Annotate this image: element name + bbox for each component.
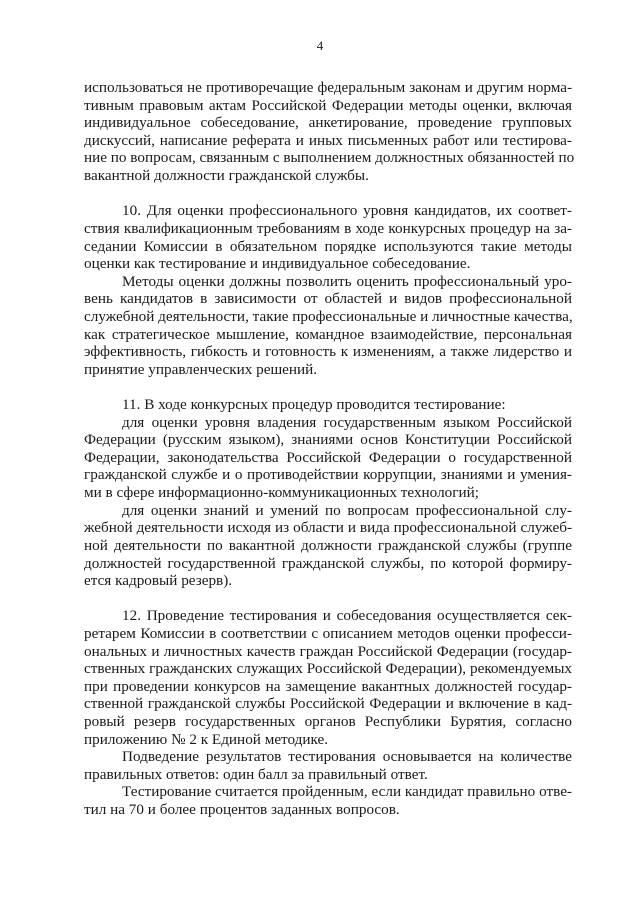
text-line: Федерации (русским языком), знаниями основ Конституции Российской: [84, 431, 572, 449]
text-line: тил на 70 и более процентов заданных вопросов.: [84, 801, 400, 818]
text-line: использоваться не противоречащие федеральным законам и другим норма-: [84, 79, 572, 96]
text-line: 11. В ходе конкурсных процедур проводится тестирование:: [122, 396, 506, 413]
text-line: ной деятельности по вакантной должности гражданской службы (группе: [84, 536, 572, 554]
text-line: ровый резерв государственных органов Республики Бурятия, согласно: [84, 713, 572, 730]
text-line: Федерации, законодательства Российской Федерации о государственной: [84, 448, 572, 466]
text-line: ствия квалификационным требованиям в ходе конкурсных процедур на за-: [84, 219, 572, 237]
text-line: индивидуальное собеседование, анкетирование, проведение групповых: [84, 114, 572, 132]
text-line: правильных ответов: один балл за правильный ответ.: [84, 765, 428, 783]
text-line: Тестирование считается пройденным, если кандидат правильно отве-: [122, 783, 572, 801]
text-line: тивным правовым актам Российской Федерации методы оценки, включая: [84, 96, 572, 114]
text-line: вакантной должности гражданской службы.: [84, 167, 369, 184]
text-line: ние по вопросам, связанным с выполнением должностных обязанностей по: [84, 149, 575, 167]
text-line: гражданской службе и о противодействии коррупции, знаниями и умения-: [84, 466, 572, 484]
text-line: ми в сфере информационно-коммуникационных технологий;: [84, 484, 479, 501]
text-line: ональных и личностных качеств граждан Российской Федерации (государ-: [84, 642, 572, 660]
text-line: ется кадровый резерв).: [84, 572, 233, 590]
text-line: дискуссий, написание реферата и иных письменных работ или тестирова-: [84, 131, 572, 149]
text-line: как стратегическое мышление, командное взаимодействие, персональная: [84, 325, 572, 343]
text-line: эффективность, гибкость и готовность к изменениям, а также лидерство и: [84, 343, 572, 361]
text-line: жебной деятельности исходя из области и вида профессиональной служеб-: [84, 519, 572, 537]
text-line: принятие управленческих решений.: [84, 360, 318, 378]
text-line: 10. Для оценки профессионального уровня кандидатов, их соответ-: [122, 202, 572, 220]
text-line: для оценки уровня владения государственным языком Российской: [122, 413, 572, 431]
text-line: 12. Проведение тестирования и собеседования осуществляется сек-: [122, 607, 572, 625]
text-line: седании Комиссии в обязательном порядке используются такие методы: [84, 237, 572, 255]
text-line: при проведении конкурсов на замещение вакантных должностей государ-: [84, 677, 572, 695]
page-number: 4: [316, 38, 324, 53]
text-line: служебной деятельности, такие профессиональные и личностные качества,: [84, 307, 573, 325]
text-line: оценки как тестирование и индивидуальное собеседование.: [84, 255, 471, 273]
text-line: Методы оценки должны позволить оценить профессиональный уро-: [122, 272, 572, 290]
text-line: ственной гражданской службы Российской Федерации и включение в кад-: [84, 695, 572, 713]
text-line: вень кандидатов в зависимости от областей и видов профессиональной: [84, 290, 572, 308]
text-line: для оценки знаний и умений по вопросам профессиональной слу-: [122, 501, 572, 519]
text-line: ственных гражданских служащих Российской Федерации), рекомендуемых: [84, 660, 572, 678]
text-line: ретарем Комиссии в соответствии с описанием методов оценки професси-: [84, 624, 572, 642]
text-line: Подведение результатов тестирования основывается на количестве: [122, 748, 572, 766]
text-line: приложению № 2 к Единой методике.: [84, 730, 329, 748]
text-line: должностей государственной гражданской службы, по которой формиру-: [84, 554, 572, 572]
